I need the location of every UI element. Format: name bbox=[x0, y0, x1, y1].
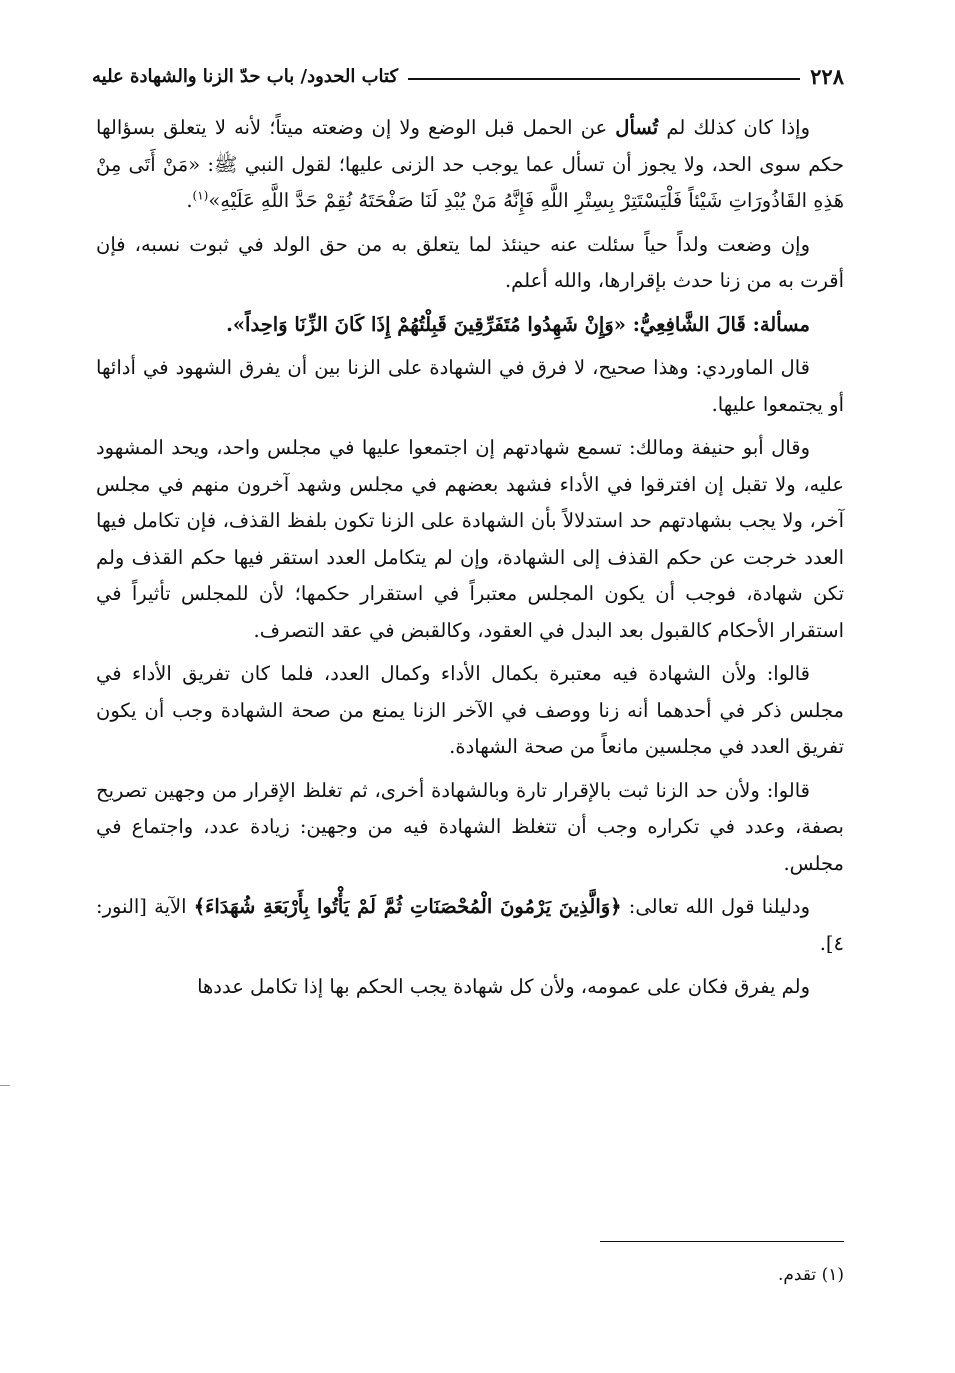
scan-edge-mark bbox=[0, 1085, 10, 1086]
paragraph-8 bbox=[96, 889, 844, 962]
paragraph-2: وإن وضعت ولداً حياً سئلت عنه حينئذ لما يتعلق به من حق الولد في ثبوت نسبه، فإن أقرت به من زنا حدث بإقرارها، والله أعلم. bbox=[96, 232, 844, 292]
paragraph-1-bold: تُسأل bbox=[615, 116, 659, 139]
quran-verse: ﴿وَالَّذِينَ يَرْمُونَ الْمُحْصَنَاتِ ثُمَّ لَمْ يَأْتُوا بِأَرْبَعَةِ شُهَدَاءَ﴾ bbox=[193, 895, 622, 918]
paragraph-4: قال الماوردي: وهذا صحيح، لا فرق في الشهادة على الزنا بين أن يفرق الشهود في أدائها أو يجتمعوا عليها. bbox=[96, 356, 844, 416]
running-title: كتاب الحدود/ باب حدّ الزنا والشهادة عليه bbox=[92, 66, 399, 87]
paragraph-5: وقال أبو حنيفة ومالك: تسمع شهادتهم إن اجتمعوا عليها في مجلس واحد، ويحد المشهود عليه، ولا تقبل إن افترقوا في الأداء فشهد بعضهم في مجلس وشهد آخرون منهم في مجلس آخر، ولا يجب بشهادتهم حد استدلالاً بأن الشهادة على الزنا تكون بلفظ القذف، فإن تكامل فيها العدد خرجت عن حكم القذف إلى الشهادة، وإن لم يتكامل العدد استقر فيها حكم القذف ولم تكن شهادة، فوجب أن يكون المجلس معتبراً في استقرار حكمها؛ لأن للمجلس تأثيراً في استقرار الأحكام كالقبول بعد البدل في العقود، وكالقبض في عقد التصرف. bbox=[96, 436, 844, 642]
masala-label: مسألة: bbox=[745, 312, 810, 336]
footnote-separator bbox=[600, 1241, 844, 1242]
header-rule bbox=[408, 78, 800, 80]
footnote-reference-1: (١) bbox=[192, 188, 209, 203]
footnote-1: (١) تقدم. bbox=[777, 1265, 844, 1285]
paragraph-1-text-b: عن الحمل قبل الوضع ولا إن وضعته ميتاً؛ لأنه لا يتعلق بسؤالها حكم سوى الحد، ولا يجوز أن تسأل عما يوجب حد الزنى عليها؛ لقول النبي ﷺ: «مَنْ أَتَى مِنْ هَذِهِ القَاذُورَاتِ شَيْئاً فَلْيَسْتَتِرْ بِسِتْرِ اللَّهِ فَإِنَّهُ مَنْ يُبْدِ لَنَا صَفْحَتَهُ نُقِمْ حَدَّ اللَّهِ عَلَيْهِ» bbox=[96, 116, 844, 212]
paragraph-1 bbox=[96, 110, 844, 220]
shafii-quote-heading: قَالَ الشَّافِعِيُّ bbox=[639, 312, 746, 336]
paragraph-6: قالوا: ولأن الشهادة فيه معتبرة بكمال الأداء وكمال العدد، فلما كان تفريق الأداء في مجلس ذكر في أحدهما أنه زنا ووصف في الآخر الزنا يمنع من صحة الشهادة وجب أن يكون تفريق العدد في مجلسين مانعاً من صحة الشهادة. bbox=[96, 662, 844, 758]
page-number: ٢٢٨ bbox=[810, 64, 844, 89]
paragraph-9: ولم يفرق فكان على عمومه، ولأن كل شهادة يجب الحكم بها إذا تكامل عددها bbox=[197, 975, 810, 998]
paragraph-1-end: . bbox=[186, 189, 193, 212]
shafii-quote-text: : «وَإِنْ شَهِدُوا مُتَفَرِّقِينَ قَبِلْتُهُمْ إِذَا كَانَ الزِّنَا وَاحِداً». bbox=[226, 312, 640, 336]
paragraph-8-text-a: ودليلنا قول الله تعالى: bbox=[621, 895, 810, 918]
body-text bbox=[96, 110, 844, 1013]
paragraph-8-text-b: الآية [النور: ٤]. bbox=[96, 895, 844, 955]
paragraph-1-text-a: وإذا كان كذلك لم bbox=[658, 116, 810, 139]
paragraph-7: قالوا: ولأن حد الزنا ثبت بالإقرار تارة وبالشهادة أخرى، ثم تغلظ الإقرار من وجهين تصريح بصفة، وعدد في تكراره وجب أن تتغلظ الشهادة فيه من وجهين: زيادة عدد، واجتماع في مجلس. bbox=[96, 778, 844, 875]
paragraph-3-masala bbox=[96, 307, 844, 344]
page-header bbox=[92, 58, 844, 92]
